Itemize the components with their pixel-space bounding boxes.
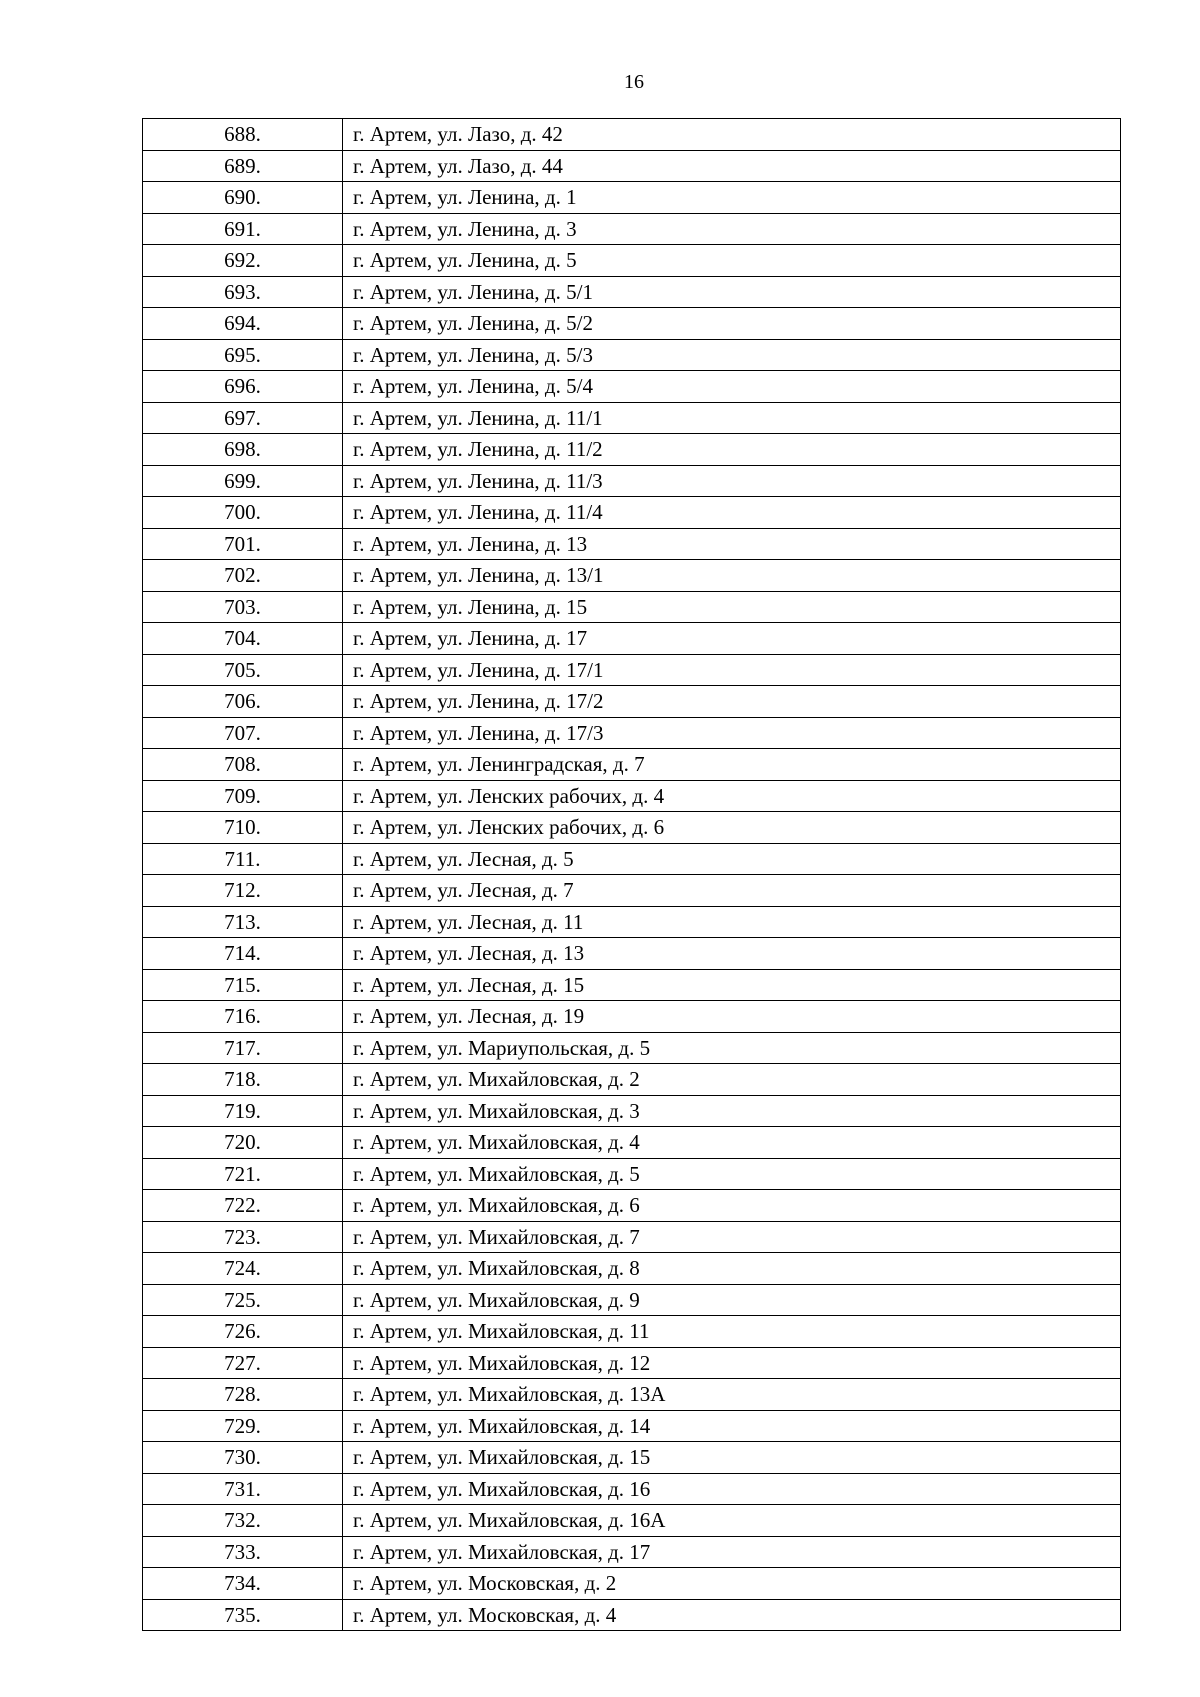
row-number-cell: 696. xyxy=(143,371,343,403)
table-row xyxy=(143,213,1121,245)
table-row xyxy=(143,1442,1121,1474)
table-row xyxy=(143,591,1121,623)
address-cell: г. Артем, ул. Михайловская, д. 14 xyxy=(343,1410,1121,1442)
row-number-cell: 718. xyxy=(143,1064,343,1096)
row-number-cell: 710. xyxy=(143,812,343,844)
row-number-cell: 728. xyxy=(143,1379,343,1411)
row-number-cell: 701. xyxy=(143,528,343,560)
table-row xyxy=(143,245,1121,277)
address-cell: г. Артем, ул. Ленина, д. 11/4 xyxy=(343,497,1121,529)
address-cell: г. Артем, ул. Ленина, д. 5/1 xyxy=(343,276,1121,308)
row-number-cell: 717. xyxy=(143,1032,343,1064)
address-cell: г. Артем, ул. Михайловская, д. 11 xyxy=(343,1316,1121,1348)
row-number-cell: 715. xyxy=(143,969,343,1001)
row-number-cell: 724. xyxy=(143,1253,343,1285)
address-cell: г. Артем, ул. Ленина, д. 5/2 xyxy=(343,308,1121,340)
table-row xyxy=(143,1190,1121,1222)
table-row xyxy=(143,1599,1121,1631)
address-cell: г. Артем, ул. Ленина, д. 17/3 xyxy=(343,717,1121,749)
table-row xyxy=(143,686,1121,718)
row-number-cell: 704. xyxy=(143,623,343,655)
address-table-body xyxy=(143,119,1121,1631)
row-number-cell: 706. xyxy=(143,686,343,718)
row-number-cell: 703. xyxy=(143,591,343,623)
row-number-cell: 726. xyxy=(143,1316,343,1348)
row-number-cell: 727. xyxy=(143,1347,343,1379)
table-row xyxy=(143,119,1121,151)
address-cell: г. Артем, ул. Михайловская, д. 13А xyxy=(343,1379,1121,1411)
table-row xyxy=(143,497,1121,529)
table-row xyxy=(143,1064,1121,1096)
table-row xyxy=(143,843,1121,875)
row-number-cell: 734. xyxy=(143,1568,343,1600)
table-row xyxy=(143,1379,1121,1411)
table-row xyxy=(143,1221,1121,1253)
address-cell: г. Артем, ул. Михайловская, д. 12 xyxy=(343,1347,1121,1379)
address-cell: г. Артем, ул. Лазо, д. 42 xyxy=(343,119,1121,151)
row-number-cell: 732. xyxy=(143,1505,343,1537)
row-number-cell: 693. xyxy=(143,276,343,308)
address-cell: г. Артем, ул. Ленина, д. 13/1 xyxy=(343,560,1121,592)
address-cell: г. Артем, ул. Михайловская, д. 9 xyxy=(343,1284,1121,1316)
table-row xyxy=(143,339,1121,371)
table-row xyxy=(143,1568,1121,1600)
table-row xyxy=(143,1316,1121,1348)
address-cell: г. Артем, ул. Мариупольская, д. 5 xyxy=(343,1032,1121,1064)
table-row xyxy=(143,1536,1121,1568)
table-row xyxy=(143,1253,1121,1285)
row-number-cell: 712. xyxy=(143,875,343,907)
row-number-cell: 713. xyxy=(143,906,343,938)
row-number-cell: 700. xyxy=(143,497,343,529)
row-number-cell: 692. xyxy=(143,245,343,277)
address-table xyxy=(142,118,1121,1631)
table-row xyxy=(143,150,1121,182)
table-row xyxy=(143,434,1121,466)
address-cell: г. Артем, ул. Михайловская, д. 2 xyxy=(343,1064,1121,1096)
row-number-cell: 722. xyxy=(143,1190,343,1222)
table-row xyxy=(143,1158,1121,1190)
address-cell: г. Артем, ул. Лесная, д. 7 xyxy=(343,875,1121,907)
address-cell: г. Артем, ул. Ленина, д. 3 xyxy=(343,213,1121,245)
address-cell: г. Артем, ул. Лесная, д. 11 xyxy=(343,906,1121,938)
row-number-cell: 707. xyxy=(143,717,343,749)
table-row xyxy=(143,560,1121,592)
row-number-cell: 691. xyxy=(143,213,343,245)
address-cell: г. Артем, ул. Ленина, д. 5/4 xyxy=(343,371,1121,403)
row-number-cell: 702. xyxy=(143,560,343,592)
table-row xyxy=(143,402,1121,434)
row-number-cell: 698. xyxy=(143,434,343,466)
table-row xyxy=(143,749,1121,781)
address-cell: г. Артем, ул. Михайловская, д. 8 xyxy=(343,1253,1121,1285)
address-cell: г. Артем, ул. Михайловская, д. 16А xyxy=(343,1505,1121,1537)
table-row xyxy=(143,1032,1121,1064)
address-cell: г. Артем, ул. Ленина, д. 11/2 xyxy=(343,434,1121,466)
row-number-cell: 708. xyxy=(143,749,343,781)
table-row xyxy=(143,906,1121,938)
address-cell: г. Артем, ул. Ленина, д. 5/3 xyxy=(343,339,1121,371)
address-cell: г. Артем, ул. Ленина, д. 1 xyxy=(343,182,1121,214)
address-cell: г. Артем, ул. Лесная, д. 5 xyxy=(343,843,1121,875)
row-number-cell: 721. xyxy=(143,1158,343,1190)
table-row xyxy=(143,812,1121,844)
table-row xyxy=(143,371,1121,403)
address-cell: г. Артем, ул. Ленских рабочих, д. 4 xyxy=(343,780,1121,812)
address-cell: г. Артем, ул. Ленина, д. 5 xyxy=(343,245,1121,277)
table-row xyxy=(143,1473,1121,1505)
table-row xyxy=(143,969,1121,1001)
table-row xyxy=(143,938,1121,970)
table-row xyxy=(143,308,1121,340)
table-row xyxy=(143,1284,1121,1316)
address-cell: г. Артем, ул. Михайловская, д. 4 xyxy=(343,1127,1121,1159)
row-number-cell: 735. xyxy=(143,1599,343,1631)
address-cell: г. Артем, ул. Ленина, д. 17 xyxy=(343,623,1121,655)
address-cell: г. Артем, ул. Михайловская, д. 16 xyxy=(343,1473,1121,1505)
address-cell: г. Артем, ул. Михайловская, д. 3 xyxy=(343,1095,1121,1127)
table-row xyxy=(143,623,1121,655)
row-number-cell: 730. xyxy=(143,1442,343,1474)
row-number-cell: 714. xyxy=(143,938,343,970)
table-row xyxy=(143,875,1121,907)
row-number-cell: 688. xyxy=(143,119,343,151)
row-number-cell: 689. xyxy=(143,150,343,182)
address-cell: г. Артем, ул. Михайловская, д. 5 xyxy=(343,1158,1121,1190)
address-cell: г. Артем, ул. Ленина, д. 11/1 xyxy=(343,402,1121,434)
row-number-cell: 694. xyxy=(143,308,343,340)
address-cell: г. Артем, ул. Ленина, д. 17/1 xyxy=(343,654,1121,686)
row-number-cell: 709. xyxy=(143,780,343,812)
table-row xyxy=(143,465,1121,497)
row-number-cell: 725. xyxy=(143,1284,343,1316)
address-cell: г. Артем, ул. Лесная, д. 19 xyxy=(343,1001,1121,1033)
page-number: 16 xyxy=(624,71,644,93)
row-number-cell: 699. xyxy=(143,465,343,497)
table-row xyxy=(143,1001,1121,1033)
address-cell: г. Артем, ул. Лесная, д. 15 xyxy=(343,969,1121,1001)
address-cell: г. Артем, ул. Ленина, д. 17/2 xyxy=(343,686,1121,718)
row-number-cell: 695. xyxy=(143,339,343,371)
table-row xyxy=(143,182,1121,214)
row-number-cell: 705. xyxy=(143,654,343,686)
row-number-cell: 716. xyxy=(143,1001,343,1033)
address-cell: г. Артем, ул. Ленинградская, д. 7 xyxy=(343,749,1121,781)
table-row xyxy=(143,654,1121,686)
row-number-cell: 697. xyxy=(143,402,343,434)
row-number-cell: 711. xyxy=(143,843,343,875)
address-cell: г. Артем, ул. Михайловская, д. 17 xyxy=(343,1536,1121,1568)
table-row xyxy=(143,528,1121,560)
row-number-cell: 731. xyxy=(143,1473,343,1505)
table-row xyxy=(143,1505,1121,1537)
row-number-cell: 720. xyxy=(143,1127,343,1159)
table-row xyxy=(143,1127,1121,1159)
address-cell: г. Артем, ул. Ленина, д. 15 xyxy=(343,591,1121,623)
table-row xyxy=(143,276,1121,308)
table-row xyxy=(143,1095,1121,1127)
address-cell: г. Артем, ул. Московская, д. 4 xyxy=(343,1599,1121,1631)
address-cell: г. Артем, ул. Лазо, д. 44 xyxy=(343,150,1121,182)
address-cell: г. Артем, ул. Ленских рабочих, д. 6 xyxy=(343,812,1121,844)
table-row xyxy=(143,1410,1121,1442)
address-cell: г. Артем, ул. Ленина, д. 11/3 xyxy=(343,465,1121,497)
table-row xyxy=(143,780,1121,812)
table-row xyxy=(143,717,1121,749)
row-number-cell: 719. xyxy=(143,1095,343,1127)
address-cell: г. Артем, ул. Михайловская, д. 15 xyxy=(343,1442,1121,1474)
address-cell: г. Артем, ул. Лесная, д. 13 xyxy=(343,938,1121,970)
table-row xyxy=(143,1347,1121,1379)
address-cell: г. Артем, ул. Михайловская, д. 7 xyxy=(343,1221,1121,1253)
row-number-cell: 723. xyxy=(143,1221,343,1253)
address-cell: г. Артем, ул. Михайловская, д. 6 xyxy=(343,1190,1121,1222)
address-cell: г. Артем, ул. Ленина, д. 13 xyxy=(343,528,1121,560)
row-number-cell: 690. xyxy=(143,182,343,214)
row-number-cell: 729. xyxy=(143,1410,343,1442)
address-cell: г. Артем, ул. Московская, д. 2 xyxy=(343,1568,1121,1600)
row-number-cell: 733. xyxy=(143,1536,343,1568)
